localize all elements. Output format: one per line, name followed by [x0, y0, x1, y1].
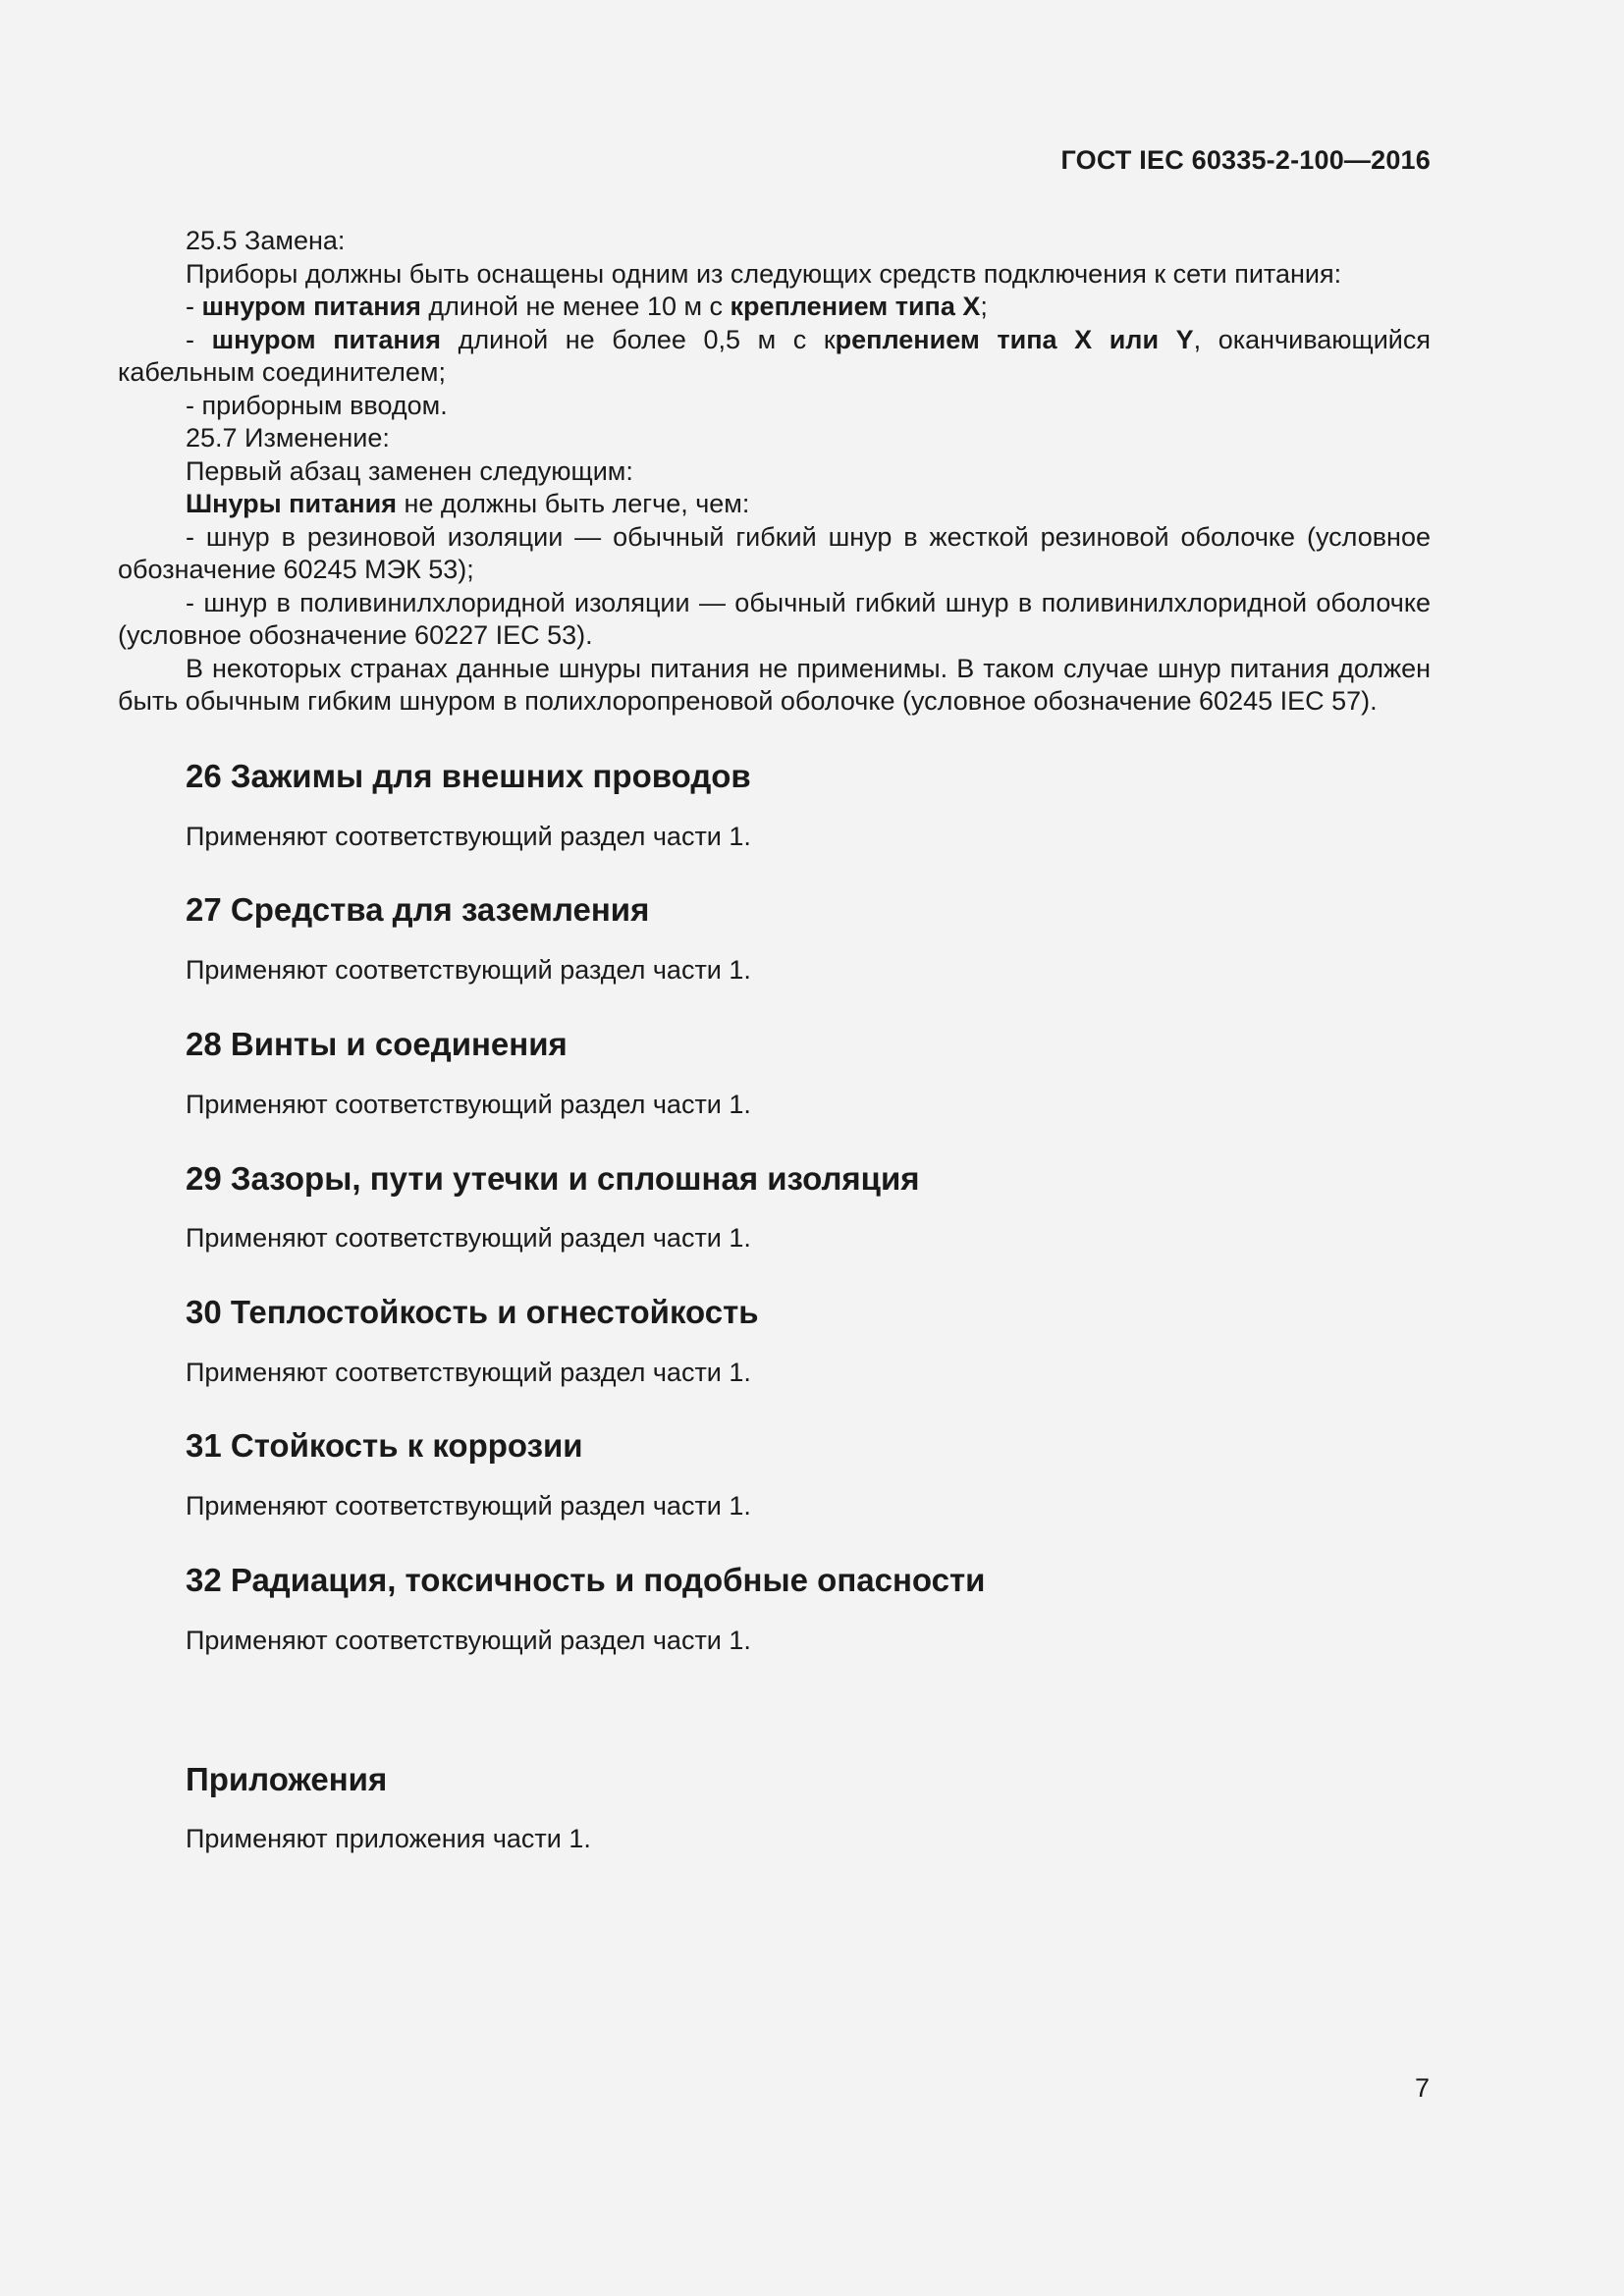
section-28-title: 28 Винты и соединения — [186, 1026, 568, 1062]
clause-25-body — [118, 225, 1431, 719]
clause-25-7-note: В некоторых странах данные шнуры питания не применимы. В таком случае шнур питания должен быть обычным гибким шнуром в полихлоропреновой оболочке (условное обозначение 60245 IEC 57). — [118, 653, 1431, 716]
section-29-title: 29 Зазоры, пути утечки и сплошная изоляция — [186, 1160, 920, 1197]
page-number: 7 — [1414, 2073, 1430, 2103]
section-26-title: 26 Зажимы для внешних проводов — [186, 758, 751, 794]
clause-25-5-item-2: - шнуром питания длиной не более 0,5 м с креплением типа X или Y, оканчивающийся кабельным соединителем; — [118, 324, 1432, 387]
document-code-header: ГОСТ IEC 60335-2-100—2016 — [1060, 145, 1431, 175]
clause-25-7-title: 25.7 Изменение: — [186, 423, 390, 453]
section-31-title: 31 Стойкость к коррозии — [186, 1427, 583, 1464]
section-32-title: 32 Радиация, токсичность и подобные опасности — [186, 1562, 986, 1598]
section-29-text: Применяют соответствующий раздел части 1. — [186, 1223, 751, 1253]
section-30-text: Применяют соответствующий раздел части 1. — [186, 1358, 751, 1387]
appendices-text: Применяют приложения части 1. — [186, 1824, 591, 1853]
clause-25-7-intro: Первый абзац заменен следующим: — [186, 455, 633, 486]
clause-25-7-item-1: - шнур в резиновой изоляции — обычный гибкий шнур в жесткой резиновой оболочке (условное обозначение 60245 МЭК 53); — [118, 521, 1431, 584]
section-27-title: 27 Средства для заземления — [186, 891, 650, 928]
clause-25-5-title: 25.5 Замена: — [186, 226, 346, 255]
section-32-text: Применяют соответствующий раздел части 1. — [186, 1626, 751, 1655]
clause-25-7-item-2: - шнур в поливинилхлоридной изоляции — обычный гибкий шнур в поливинилхлоридной оболочке (условное обозначение 60227 IEC 53). — [118, 587, 1431, 650]
appendices-title: Приложения — [186, 1761, 388, 1797]
section-31-text: Применяют соответствующий раздел части 1. — [186, 1491, 751, 1521]
section-28-text: Применяют соответствующий раздел части 1. — [186, 1090, 751, 1119]
section-27-text: Применяют соответствующий раздел части 1. — [186, 955, 751, 985]
section-26-text: Применяют соответствующий раздел части 1. — [186, 822, 751, 851]
clause-25-7-lead: Шнуры питания не должны быть легче, чем: — [186, 489, 750, 518]
clause-25-5-item-1: - шнуром питания длиной не менее 10 м с креплением типа X; — [186, 292, 988, 321]
clause-25-5-item-3: - приборным вводом. — [186, 390, 448, 420]
clause-25-5-intro: Приборы должны быть оснащены одним из следующих средств подключения к сети питания: — [186, 258, 1342, 289]
section-30-title: 30 Теплостойкость и огнестойкость — [186, 1294, 759, 1330]
